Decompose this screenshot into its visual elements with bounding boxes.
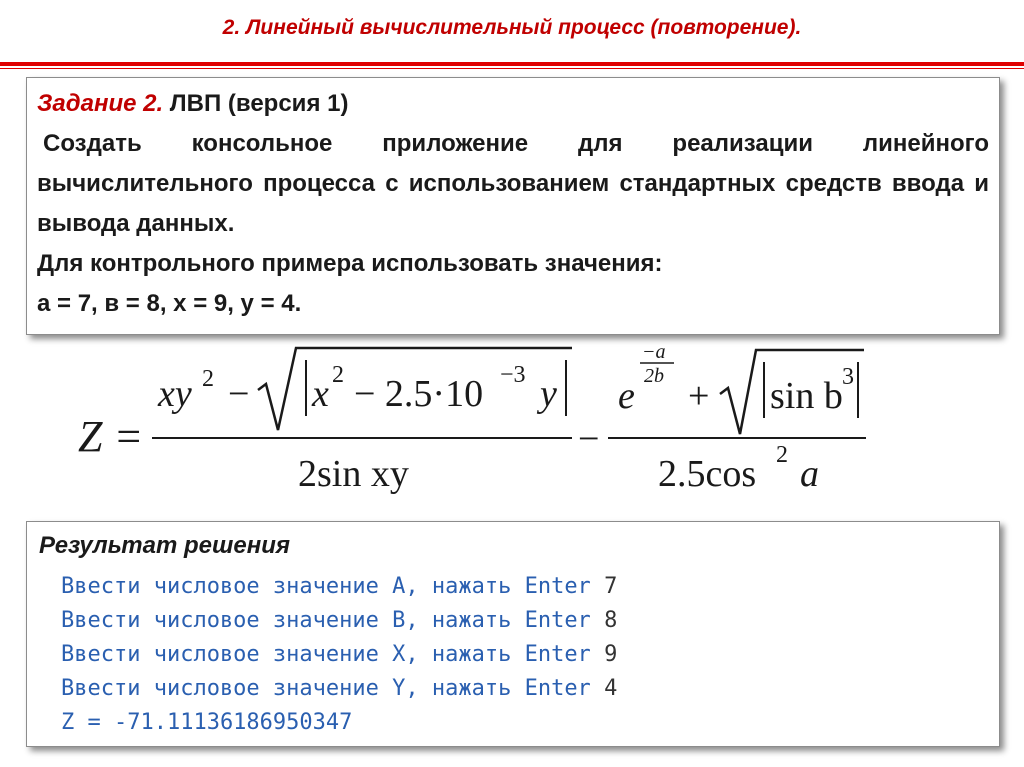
console-value: 7 — [604, 574, 618, 599]
task-description: Создать консольное приложение для реализации линейного вычислительного процесса с использованием стандартных средств ввода и вывода данных. — [37, 130, 989, 237]
console-result: Z = -71.11136186950347 — [61, 710, 353, 735]
console-line — [61, 606, 617, 636]
num2-plus: + — [688, 375, 710, 417]
console-value: 9 — [604, 642, 618, 667]
num1-xy-exp: 2 — [202, 366, 214, 392]
console-prompt: Ввести числовое значение A, нажать Enter — [61, 574, 605, 599]
console-prompt: Ввести числовое значение Y, нажать Enter — [61, 676, 605, 701]
title-divider-thin — [0, 68, 1024, 69]
den2-exp: 2 — [776, 442, 788, 468]
task-label: Задание 2. — [37, 90, 164, 117]
num1-rad-rest: − 2.5·10 — [354, 373, 484, 415]
result-heading: Результат решения — [39, 532, 290, 559]
num2-e: e — [618, 375, 635, 417]
formula — [70, 338, 890, 510]
num2-e-exp-den: 2b — [644, 365, 664, 387]
den2-cos: 2.5cos — [658, 453, 757, 495]
result-box — [26, 521, 1000, 747]
den2-a: a — [800, 453, 819, 495]
num1-rad-x: x — [312, 373, 329, 415]
console-line — [61, 640, 617, 670]
formula-lhs: Z = — [78, 412, 144, 461]
task-version: ЛВП (версия 1) — [163, 90, 349, 117]
control-intro: Для контрольного примера использовать значения: — [37, 250, 663, 277]
task-box — [26, 77, 1000, 335]
num1-rad-y: y — [540, 373, 557, 415]
control-values: а = 7, в = 8, х = 9, у = 4. — [37, 290, 302, 317]
title-divider — [0, 62, 1024, 66]
slide-title: 2. Линейный вычислительный процесс (повторение). — [222, 16, 802, 39]
between-minus: − — [578, 418, 600, 460]
console-prompt: Ввести числовое значение X, нажать Enter — [61, 642, 605, 667]
console-line — [61, 674, 617, 704]
console-value: 4 — [604, 676, 618, 701]
num1-rad-x-exp: 2 — [332, 362, 344, 388]
num1-minus: − — [228, 373, 250, 415]
num2-e-exp-num: −a — [642, 341, 666, 363]
console-result-line — [61, 708, 352, 738]
task-heading — [37, 84, 989, 124]
console-prompt: Ввести числовое значение B, нажать Enter — [61, 608, 605, 633]
den1: 2sin xy — [298, 453, 409, 495]
console-line — [61, 572, 617, 602]
console-output — [49, 566, 784, 746]
num2-rad-exp: 3 — [842, 364, 854, 390]
console-value: 8 — [604, 608, 618, 633]
num1-rad-pow: −3 — [500, 362, 526, 388]
num2-rad-sin: sin b — [770, 375, 843, 417]
num1-xy: xy — [158, 373, 192, 415]
